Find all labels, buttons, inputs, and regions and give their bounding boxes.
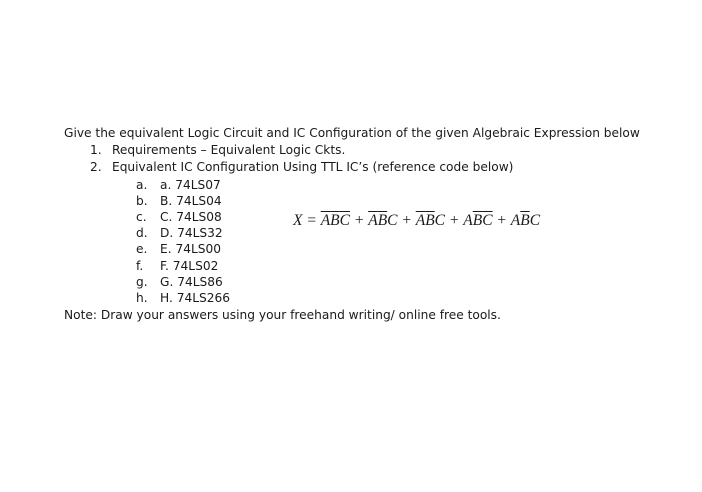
ic-item-letter: a.: [136, 178, 148, 192]
expression-term: ABC: [320, 212, 350, 229]
expression-term: ABC: [368, 212, 398, 229]
expression-term: ABC: [463, 212, 493, 229]
note-text: Note: Draw your answers using your freehand writing/ online free tools.: [64, 308, 501, 322]
plus-sign: +: [497, 212, 507, 229]
ic-item-code: E. 74LS00: [160, 242, 221, 256]
expression-term: $\overline{A}\overline{B}C$: [415, 212, 446, 229]
ic-item-code: F. 74LS02: [160, 259, 219, 273]
ic-item-code: a. 74LS07: [160, 178, 221, 192]
ic-item-letter: f.: [136, 259, 144, 273]
ic-item-letter: b.: [136, 194, 148, 208]
ic-item-letter: h.: [136, 291, 148, 305]
requirement-text-1: Requirements – Equivalent Logic Ckts.: [112, 143, 346, 157]
ic-item-letter: e.: [136, 242, 148, 256]
expression-lhs: X: [293, 212, 303, 229]
equals-sign: =: [307, 212, 317, 229]
instruction-text: Give the equivalent Logic Circuit and IC Configuration of the given Algebraic Expression below: [64, 126, 640, 140]
ic-item-letter: g.: [136, 275, 148, 289]
ic-item-code: G. 74LS86: [160, 275, 223, 289]
ic-item-code: D. 74LS32: [160, 226, 223, 240]
ic-item-letter: d.: [136, 226, 148, 240]
ic-item-code: B. 74LS04: [160, 194, 222, 208]
ic-item-code: H. 74LS266: [160, 291, 230, 305]
ic-item-letter: c.: [136, 210, 147, 224]
requirement-text-2: Equivalent IC Configuration Using TTL IC’s (reference code below): [112, 160, 514, 174]
expression-term: $A\overline{B}C$: [510, 212, 541, 229]
requirement-number-2: 2.: [90, 160, 102, 174]
ic-item-code: C. 74LS08: [160, 210, 222, 224]
plus-sign: +: [402, 212, 412, 229]
plus-sign: +: [354, 212, 364, 229]
algebraic-expression: [293, 212, 540, 230]
requirement-number-1: 1.: [90, 143, 102, 157]
plus-sign: +: [449, 212, 459, 229]
